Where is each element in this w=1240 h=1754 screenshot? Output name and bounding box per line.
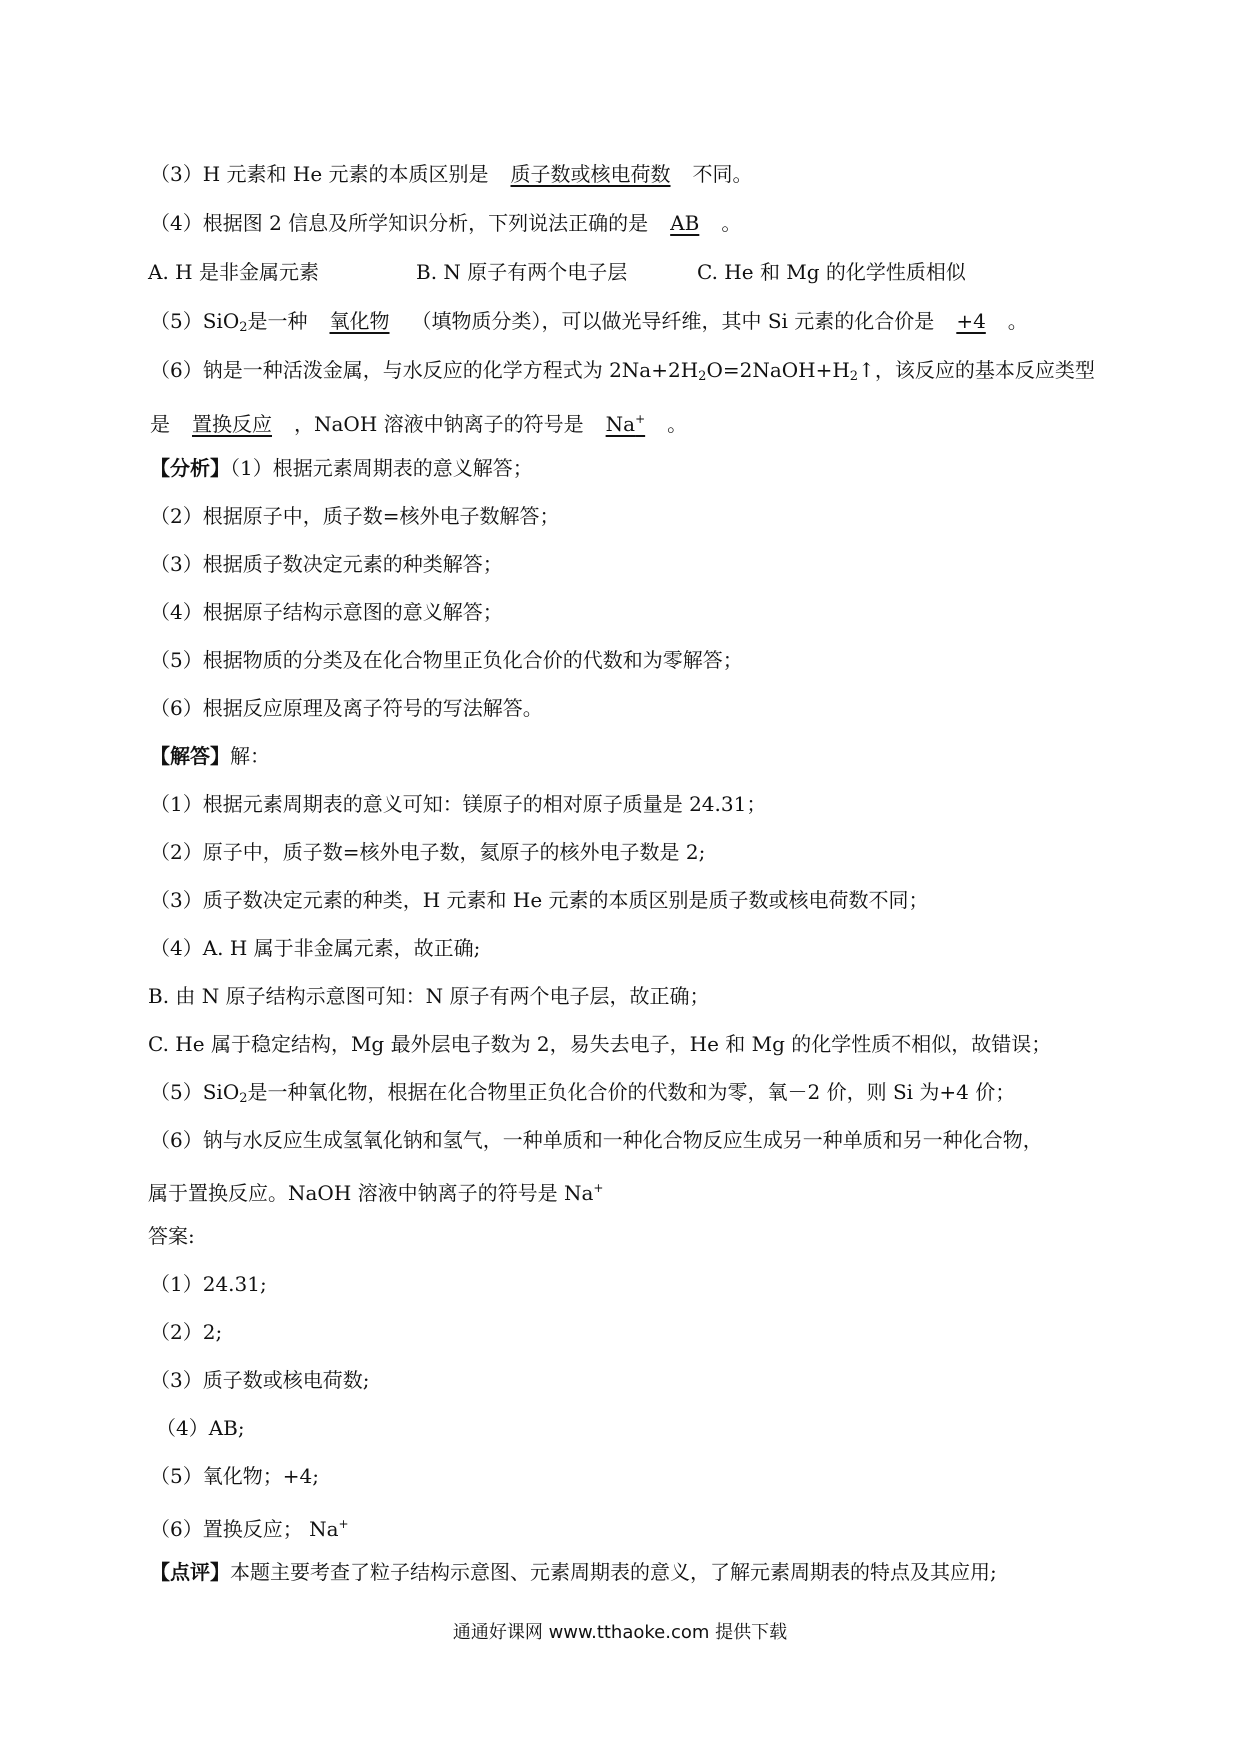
q5-text-2: 是一种: [247, 309, 308, 333]
solution-item-2: （2）原子中，质子数=核外电子数，氦原子的核外电子数是 2;: [150, 840, 706, 864]
q5-text-4: 。: [1007, 309, 1028, 333]
q5-text-3: （填物质分类），可以做光导纤维，其中 Si 元素的化合价是: [411, 309, 935, 333]
solution-intro-text: 解：: [230, 744, 270, 768]
question-3: [150, 160, 1100, 188]
review-text: 本题主要考查了粒子结构示意图、元素周期表的意义，了解元素周期表的特点及其应用;: [230, 1560, 997, 1584]
q5-text-1: （5）SiO: [150, 309, 240, 333]
solution-item-6-line-1: （6）钠与水反应生成氢氧化钠和氢气，一种单质和一种化合物反应生成另一种单质和另一种化合物，: [150, 1128, 1043, 1152]
solution-6-text: 属于置换反应。NaOH 溶液中钠离子的符号是 Na: [148, 1181, 594, 1205]
analysis-item-5: （5）根据物质的分类及在化合物里正负化合价的代数和为零解答；: [150, 648, 743, 672]
solution-6-ion-charge: +: [593, 1181, 604, 1195]
q6-text-5: ，NaOH 溶液中钠离子的符号是: [294, 412, 584, 436]
question-6-line-1: [150, 356, 1100, 391]
answer-4: （4）AB;: [156, 1416, 245, 1440]
q3-suffix: 不同。: [692, 162, 753, 186]
q6-ion-symbol: Na: [605, 412, 636, 436]
q3-answer-blank: 质子数或核电荷数: [510, 162, 671, 186]
analysis-item-1: [150, 454, 1100, 482]
question-5: [150, 307, 1100, 342]
solution-5-subscript: 2: [239, 1091, 248, 1106]
q6-text-1: （6）钠是一种活泼金属，与水反应的化学方程式为 2Na+2H: [150, 358, 699, 382]
q5-subscript: 2: [239, 320, 248, 335]
question-6-line-2: [150, 405, 1100, 438]
q6-ion-charge: +: [635, 412, 646, 426]
q4-text: （4）根据图 2 信息及所学知识分析，下列说法正确的是: [150, 211, 649, 235]
solution-intro: [150, 742, 1100, 770]
answer-2: （2）2;: [150, 1320, 223, 1344]
q4-answer-blank: AB: [670, 211, 700, 235]
solution-5-text-1: （5）SiO: [150, 1080, 240, 1104]
solution-item-4b: B. 由 N 原子结构示意图可知：N 原子有两个电子层，故正确；: [148, 984, 710, 1008]
answer-6-ion-symbol: Na: [309, 1517, 339, 1541]
q5-answer-blank-1: 氧化物: [329, 309, 390, 333]
q5-answer-blank-2: +4: [956, 309, 986, 333]
q4-suffix: 。: [721, 211, 742, 235]
analysis-item-3: （3）根据质子数决定元素的种类解答；: [150, 552, 503, 576]
review-heading: 【点评】: [150, 1560, 230, 1584]
review: [150, 1558, 1100, 1586]
solution-item-5: [150, 1078, 1100, 1113]
option-b: B. N 原子有两个电子层: [416, 260, 628, 284]
answer-5: （5）氧化物；+4;: [150, 1464, 319, 1488]
answer-3: （3）质子数或核电荷数;: [150, 1368, 370, 1392]
solution-item-4: （4）A. H 属于非金属元素，故正确;: [150, 936, 481, 960]
analysis-text-1: （1）根据元素周期表的意义解答；: [230, 456, 533, 480]
solution-item-6-line-2: [148, 1174, 1098, 1207]
q6-text-3: ↑，该反应的基本反应类型: [858, 358, 1095, 382]
option-c: C. He 和 Mg 的化学性质相似: [697, 260, 966, 284]
answer-6-ion-charge: +: [338, 1517, 349, 1531]
solution-5-text-2: 是一种氧化物，根据在化合物里正负化合价的代数和为零，氧－2 价，则 Si 为+4 价；: [247, 1080, 1016, 1104]
q6-answer-blank-1: 置换反应: [192, 412, 272, 436]
solution-item-4c: C. He 属于稳定结构，Mg 最外层电子数为 2，易失去电子，He 和 Mg 的化学性质不相似，故错误；: [148, 1032, 1052, 1056]
answer-6-text: （6）置换反应；: [150, 1517, 303, 1541]
analysis-item-4: （4）根据原子结构示意图的意义解答；: [150, 600, 503, 624]
q6-subscript-1: 2: [698, 369, 707, 384]
q6-text-4: 是: [150, 412, 170, 436]
analysis-heading: 【分析】: [150, 456, 230, 480]
q6-text-2: O=2NaOH+H: [706, 358, 850, 382]
solution-item-3: （3）质子数决定元素的种类，H 元素和 He 元素的本质区别是质子数或核电荷数不同；: [150, 888, 929, 912]
q6-answer-blank-2: [584, 412, 668, 436]
q6-subscript-2: 2: [849, 369, 859, 384]
answer-1: （1）24.31;: [150, 1272, 267, 1296]
q6-text-6: 。: [667, 412, 688, 436]
solution-heading: 【解答】: [150, 744, 230, 768]
solution-item-1: （1）根据元素周期表的意义可知：镁原子的相对原子质量是 24.31；: [150, 792, 767, 816]
page-footer: 通通好课网 www.tthaoke.com 提供下载: [452, 1622, 788, 1643]
answers-heading: 答案:: [148, 1224, 195, 1248]
analysis-item-2: （2）根据原子中，质子数=核外电子数解答；: [150, 504, 560, 528]
question-4-options: [148, 258, 1098, 286]
question-4: [150, 209, 1100, 237]
option-a: A. H 是非金属元素: [148, 260, 319, 284]
analysis-item-6: （6）根据反应原理及离子符号的写法解答。: [150, 696, 543, 720]
answer-6: [150, 1510, 1100, 1543]
q3-text: （3）H 元素和 He 元素的本质区别是: [150, 162, 489, 186]
